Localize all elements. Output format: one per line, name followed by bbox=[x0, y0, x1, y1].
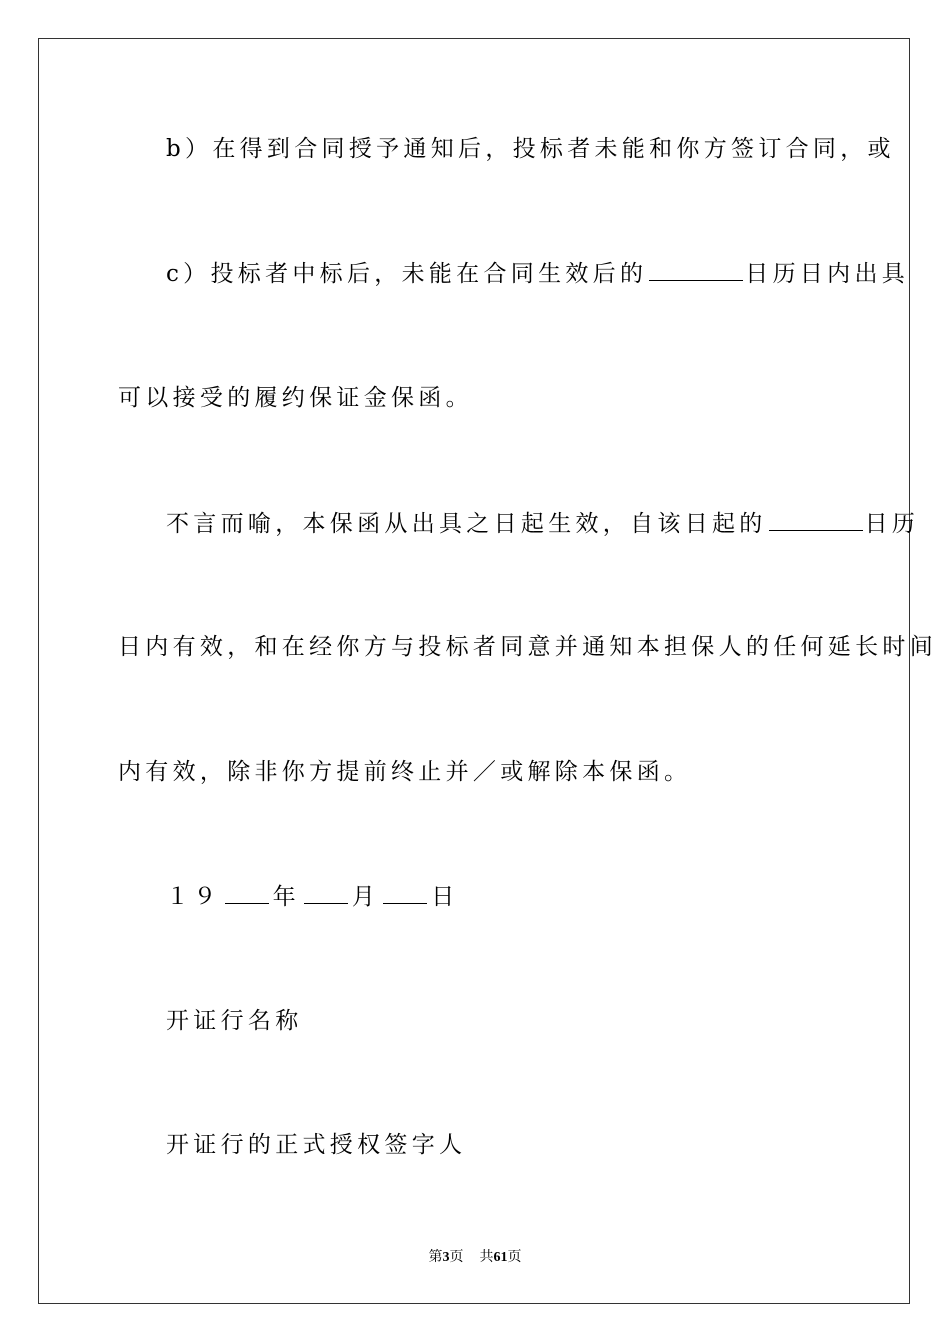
validity-text: 不言而喻，本保函从出具之日起生效，自该日起的 bbox=[166, 511, 767, 537]
authorized-signatory-label: 开证行的正式授权签字人 bbox=[166, 1132, 467, 1158]
validity-continuation-1-text: 日内有效，和在经你方与投标者同意并通知本担保人的任何延长时间 bbox=[118, 634, 937, 660]
clause-c-line bbox=[166, 258, 909, 289]
issuing-bank-name-label: 开证行名称 bbox=[166, 1008, 303, 1034]
blank-year-field[interactable] bbox=[225, 881, 269, 904]
validity-continuation-1 bbox=[118, 632, 937, 662]
clause-c-text: c）投标者中标后，未能在合同生效后的 bbox=[166, 261, 648, 287]
date-line bbox=[166, 881, 459, 912]
validity-continuation-2-text: 内有效，除非你方提前终止并／或解除本保函。 bbox=[118, 759, 692, 785]
footer-total-number: 61 bbox=[493, 1250, 508, 1265]
validity-continuation-2 bbox=[118, 757, 691, 787]
date-year-prefix: １９ bbox=[166, 884, 221, 910]
authorized-signatory-line bbox=[166, 1130, 466, 1160]
footer-total-prefix: 共 bbox=[479, 1250, 494, 1265]
page-border bbox=[38, 38, 910, 1304]
blank-validity-days-field[interactable] bbox=[769, 508, 863, 531]
date-day-label: 日 bbox=[431, 884, 459, 910]
footer-total-suffix: 页 bbox=[507, 1250, 522, 1265]
validity-line bbox=[166, 508, 919, 539]
footer-page-prefix: 第 bbox=[428, 1250, 443, 1265]
clause-c-continuation-text: 可以接受的履约保证金保函。 bbox=[118, 385, 473, 411]
page-footer bbox=[0, 1246, 950, 1266]
clause-c-text-end: 日历日内出具 bbox=[745, 261, 910, 287]
clause-c-continuation bbox=[118, 383, 473, 413]
date-month-label: 月 bbox=[351, 884, 380, 910]
blank-days-field[interactable] bbox=[649, 258, 743, 281]
footer-page-suffix: 页 bbox=[449, 1250, 464, 1265]
footer-page-number: 3 bbox=[442, 1250, 450, 1265]
blank-month-field[interactable] bbox=[304, 881, 348, 904]
clause-b-line bbox=[166, 134, 895, 164]
clause-b-text: b）在得到合同授予通知后，投标者未能和你方签订合同，或 bbox=[166, 136, 895, 162]
issuing-bank-name-line bbox=[166, 1006, 303, 1036]
blank-day-field[interactable] bbox=[383, 881, 427, 904]
validity-text-end: 日历 bbox=[864, 511, 920, 537]
date-year-label: 年 bbox=[272, 884, 300, 910]
